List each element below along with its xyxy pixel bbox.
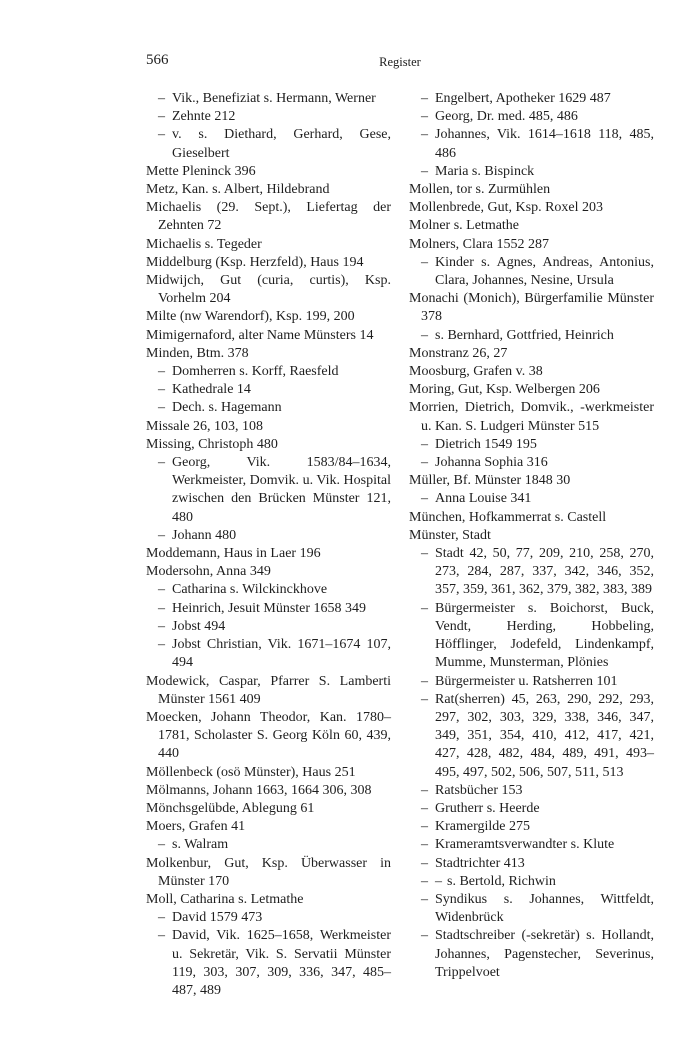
entry-dash: – bbox=[421, 254, 428, 270]
index-entry bbox=[409, 290, 654, 326]
index-entry bbox=[146, 399, 391, 417]
entry-text: David 1579 473 bbox=[172, 910, 263, 926]
entry-dash: – bbox=[421, 928, 428, 944]
index-entry bbox=[409, 873, 654, 891]
entry-text: Engelbert, Apotheker 1629 487 bbox=[435, 91, 611, 106]
entry-dash: – bbox=[421, 691, 428, 707]
entry-text: Morrien, Dietrich, Domvik., -werkmeister u. Kan. S. Ludgeri Münster 515 bbox=[409, 400, 654, 434]
entry-text: s. Bertold, Richwin bbox=[447, 873, 556, 889]
index-entry bbox=[409, 108, 654, 126]
entry-dash: – bbox=[421, 837, 428, 853]
index-entry bbox=[409, 436, 654, 454]
entry-text: Modewick, Caspar, Pfarrer S. Lamberti Münster 1561 409 bbox=[146, 673, 391, 707]
entry-dash: – bbox=[421, 109, 428, 125]
index-entry bbox=[146, 600, 391, 618]
index-entry bbox=[146, 673, 391, 709]
entry-text: s. Bernhard, Gottfried, Heinrich bbox=[435, 327, 614, 343]
index-entry bbox=[146, 418, 391, 436]
entry-dash: – bbox=[158, 928, 165, 944]
index-entry bbox=[146, 108, 391, 126]
index-entry bbox=[409, 509, 654, 527]
entry-text: Missing, Christoph 480 bbox=[146, 436, 278, 452]
index-entry bbox=[146, 927, 391, 1000]
entry-text: Ratsbücher 153 bbox=[435, 782, 523, 798]
index-entry bbox=[409, 782, 654, 800]
index-entry bbox=[146, 272, 391, 308]
index-entry bbox=[409, 199, 654, 217]
index-entry bbox=[409, 454, 654, 472]
index-column-right bbox=[409, 90, 654, 982]
index-entry bbox=[146, 363, 391, 381]
entry-dash: – bbox=[421, 546, 428, 562]
index-entry bbox=[409, 345, 654, 363]
entry-text: Catharina s. Wilckinckhove bbox=[172, 582, 328, 598]
index-entry bbox=[409, 399, 654, 435]
index-entry bbox=[409, 545, 654, 600]
entry-text: Moosburg, Grafen v. 38 bbox=[409, 364, 543, 380]
entry-dash: – bbox=[421, 91, 428, 106]
running-head: Register bbox=[379, 55, 421, 69]
entry-dash: – bbox=[421, 491, 428, 507]
index-entry bbox=[409, 927, 654, 982]
entry-text: Dech. s. Hagemann bbox=[172, 400, 282, 416]
entry-dash: – bbox=[421, 782, 428, 798]
entry-dash: – bbox=[421, 436, 428, 452]
entry-text: München, Hofkammerrat s. Castell bbox=[409, 509, 607, 525]
entry-text: Midwijch, Gut (curia, curtis), Ksp. Vorhelm 204 bbox=[146, 273, 391, 307]
index-entry bbox=[409, 855, 654, 873]
index-entry bbox=[146, 618, 391, 636]
entry-text: Johanna Sophia 316 bbox=[435, 455, 548, 471]
entry-text: Heinrich, Jesuit Münster 1658 349 bbox=[172, 600, 367, 616]
index-entry bbox=[146, 836, 391, 854]
entry-text: Moll, Catharina s. Letmathe bbox=[146, 891, 304, 907]
index-entry bbox=[146, 855, 391, 891]
entry-dash: – bbox=[158, 618, 165, 634]
entry-dash: – bbox=[421, 891, 428, 907]
entry-text: Metz, Kan. s. Albert, Hildebrand bbox=[146, 182, 330, 198]
entry-text: Möllenbeck (osö Münster), Haus 251 bbox=[146, 764, 356, 780]
entry-text: Milte (nw Warendorf), Ksp. 199, 200 bbox=[146, 309, 355, 325]
entry-text: Stadtschreiber (-sekretär) s. Hollandt, Johannes, Pagenstecher, Severinus, Trippelvoet bbox=[435, 928, 654, 980]
index-entry bbox=[146, 454, 391, 527]
index-entry bbox=[146, 909, 391, 927]
index-entry bbox=[146, 126, 391, 162]
index-entry bbox=[409, 490, 654, 508]
entry-dash: – bbox=[421, 673, 428, 689]
index-entry bbox=[409, 800, 654, 818]
entry-text: Domherren s. Korff, Raesfeld bbox=[172, 364, 339, 380]
index-entry bbox=[146, 90, 391, 108]
entry-text: Molkenbur, Gut, Ksp. Überwasser in Münster 170 bbox=[146, 855, 391, 889]
entry-text: Monstranz 26, 27 bbox=[409, 345, 508, 361]
entry-text: Moring, Gut, Ksp. Welbergen 206 bbox=[409, 382, 600, 398]
entry-dash: – bbox=[421, 163, 428, 179]
entry-text: Missale 26, 103, 108 bbox=[146, 418, 264, 434]
entry-dash: – bbox=[158, 382, 165, 398]
entry-text: Johannes, Vik. 1614–1618 118, 485, 486 bbox=[435, 127, 654, 161]
index-entry bbox=[146, 636, 391, 672]
entry-text: Molners, Clara 1552 287 bbox=[409, 236, 549, 252]
entry-text: Bürgermeister s. Boichorst, Buck, Vendt, Herding, Hobbeling, Höfflinger, Jodefeld, Lindenkampf, Mumme, Munsterman, Plönies bbox=[435, 600, 654, 671]
index-entry bbox=[146, 327, 391, 345]
entry-dash: – bbox=[158, 910, 165, 926]
entry-text: David, Vik. 1625–1658, Werkmeister u. Sekretär, Vik. S. Servatii Münster 119, 303, 307, 309, 336, 347, 485–487, 489 bbox=[172, 928, 391, 998]
entry-text: Kinder s. Agnes, Andreas, Antonius, Clara, Johannes, Nesine, Ursula bbox=[435, 254, 654, 289]
index-entry bbox=[409, 836, 654, 854]
entry-text: Monachi (Monich), Bürgerfamilie Münster 378 bbox=[409, 291, 654, 325]
index-entry bbox=[146, 236, 391, 254]
entry-text: Middelburg (Ksp. Herzfeld), Haus 194 bbox=[146, 254, 364, 270]
entry-dash: – bbox=[421, 327, 428, 343]
entry-text: Bürgermeister u. Ratsherren 101 bbox=[435, 673, 618, 689]
entry-text: Jobst 494 bbox=[172, 618, 226, 634]
entry-text: Moddemann, Haus in Laer 196 bbox=[146, 546, 321, 562]
entry-dash: – bbox=[158, 527, 165, 543]
entry-dash: – bbox=[421, 855, 428, 871]
entry-text: Krameramtsverwandter s. Klute bbox=[435, 837, 615, 853]
entry-text: Anna Louise 341 bbox=[435, 491, 532, 507]
index-entry bbox=[409, 126, 654, 162]
index-entry bbox=[146, 545, 391, 563]
index-entry bbox=[146, 563, 391, 581]
index-entry bbox=[409, 472, 654, 490]
index-entry bbox=[409, 236, 654, 254]
entry-text: Kramergilde 275 bbox=[435, 819, 530, 835]
entry-text: v. s. Diethard, Gerhard, Gese, Gieselbert bbox=[172, 127, 391, 161]
index-entry bbox=[409, 363, 654, 381]
index-entry bbox=[146, 581, 391, 599]
entry-dash: – bbox=[158, 364, 165, 380]
entry-dash: – bbox=[158, 127, 165, 143]
entry-dash: – bbox=[158, 91, 165, 106]
entry-text: Michaelis (29. Sept.), Liefertag der Zehnten 72 bbox=[146, 200, 391, 234]
entry-text: Stadtrichter 413 bbox=[435, 855, 525, 871]
entry-text: Maria s. Bispinck bbox=[435, 163, 535, 179]
index-entry bbox=[409, 527, 654, 545]
index-entry bbox=[409, 673, 654, 691]
index-entry bbox=[146, 436, 391, 454]
index-entry bbox=[146, 381, 391, 399]
entry-dash: – bbox=[158, 455, 165, 471]
entry-text: Moecken, Johann Theodor, Kan. 1780–1781, Scholaster S. Georg Köln 60, 439, 440 bbox=[146, 709, 391, 762]
entry-text: Vik., Benefiziat s. Hermann, Werner bbox=[172, 91, 376, 106]
entry-text: Moers, Grafen 41 bbox=[146, 819, 246, 835]
index-entry bbox=[409, 381, 654, 399]
entry-text: Zehnte 212 bbox=[172, 109, 236, 125]
page-number: 566 bbox=[146, 52, 169, 68]
index-entry bbox=[409, 600, 654, 673]
entry-dash: – bbox=[421, 819, 428, 835]
entry-text: Mollenbrede, Gut, Ksp. Roxel 203 bbox=[409, 200, 604, 216]
entry-dash: – bbox=[158, 637, 165, 653]
entry-dash: – bbox=[158, 582, 165, 598]
entry-text: Syndikus s. Johannes, Wittfeldt, Widenbrück bbox=[435, 891, 654, 926]
entry-text: Rat(sherren) 45, 263, 290, 292, 293, 297, 302, 303, 329, 338, 346, 347, 349, 351, 354, 410, 412, 417, 421, 427, 428, 482, 484, 489, 491, 493–495, 497, 502, 506, 507, 511, 513 bbox=[435, 691, 654, 780]
index-entry bbox=[146, 163, 391, 181]
entry-text: Mette Pleninck 396 bbox=[146, 163, 256, 179]
index-entry bbox=[409, 163, 654, 181]
index-entry bbox=[409, 217, 654, 235]
index-entry bbox=[146, 308, 391, 326]
entry-text: Georg, Dr. med. 485, 486 bbox=[435, 109, 578, 125]
entry-text: Grutherr s. Heerde bbox=[435, 800, 540, 816]
entry-dash: – bbox=[158, 400, 165, 416]
index-entry bbox=[146, 181, 391, 199]
entry-text: Michaelis s. Tegeder bbox=[146, 236, 262, 252]
index-entry bbox=[146, 709, 391, 764]
entry-text: Minden, Btm. 378 bbox=[146, 345, 249, 361]
entry-text: Mölmanns, Johann 1663, 1664 306, 308 bbox=[146, 782, 372, 798]
index-entry bbox=[409, 90, 654, 108]
index-entry bbox=[146, 782, 391, 800]
entry-dash: – bbox=[421, 800, 428, 816]
entry-text: Georg, Vik. 1583/84–1634, Werkmeister, Domvik. u. Vik. Hospital zwischen den Brücken Münster 121, 480 bbox=[172, 455, 391, 525]
entry-text: Stadt 42, 50, 77, 209, 210, 258, 270, 273, 284, 287, 337, 342, 346, 352, 357, 359, 361, 362, 379, 382, 383, 389 bbox=[435, 546, 654, 598]
entry-dash: – – bbox=[421, 873, 442, 889]
index-entry bbox=[409, 891, 654, 927]
index-entry bbox=[146, 764, 391, 782]
entry-dash: – bbox=[158, 600, 165, 616]
entry-text: Münster, Stadt bbox=[409, 527, 491, 543]
index-column-left bbox=[146, 90, 391, 1000]
entry-text: Johann 480 bbox=[172, 527, 237, 543]
index-entry bbox=[146, 345, 391, 363]
entry-text: Mimigernaford, alter Name Münsters 14 bbox=[146, 327, 374, 343]
entry-text: Jobst Christian, Vik. 1671–1674 107, 494 bbox=[172, 637, 391, 671]
entry-text: Mönchsgelübde, Ablegung 61 bbox=[146, 800, 315, 816]
entry-dash: – bbox=[421, 127, 428, 143]
entry-text: Dietrich 1549 195 bbox=[435, 436, 537, 452]
entry-text: Modersohn, Anna 349 bbox=[146, 564, 271, 580]
index-entry bbox=[146, 254, 391, 272]
index-entry bbox=[146, 527, 391, 545]
entry-dash: – bbox=[421, 600, 428, 616]
index-entry bbox=[146, 800, 391, 818]
index-entry bbox=[146, 199, 391, 235]
index-entry bbox=[409, 327, 654, 345]
entry-dash: – bbox=[421, 455, 428, 471]
index-entry bbox=[409, 818, 654, 836]
entry-text: Müller, Bf. Münster 1848 30 bbox=[409, 473, 571, 489]
entry-text: Kathedrale 14 bbox=[172, 382, 251, 398]
entry-text: s. Walram bbox=[172, 837, 229, 853]
index-entry bbox=[409, 181, 654, 199]
index-entry bbox=[146, 891, 391, 909]
entry-dash: – bbox=[158, 837, 165, 853]
entry-dash: – bbox=[158, 109, 165, 125]
entry-text: Mollen, tor s. Zurmühlen bbox=[409, 182, 551, 198]
index-entry bbox=[409, 691, 654, 782]
index-entry bbox=[409, 254, 654, 290]
entry-text: Molner s. Letmathe bbox=[409, 218, 520, 234]
index-entry bbox=[146, 818, 391, 836]
